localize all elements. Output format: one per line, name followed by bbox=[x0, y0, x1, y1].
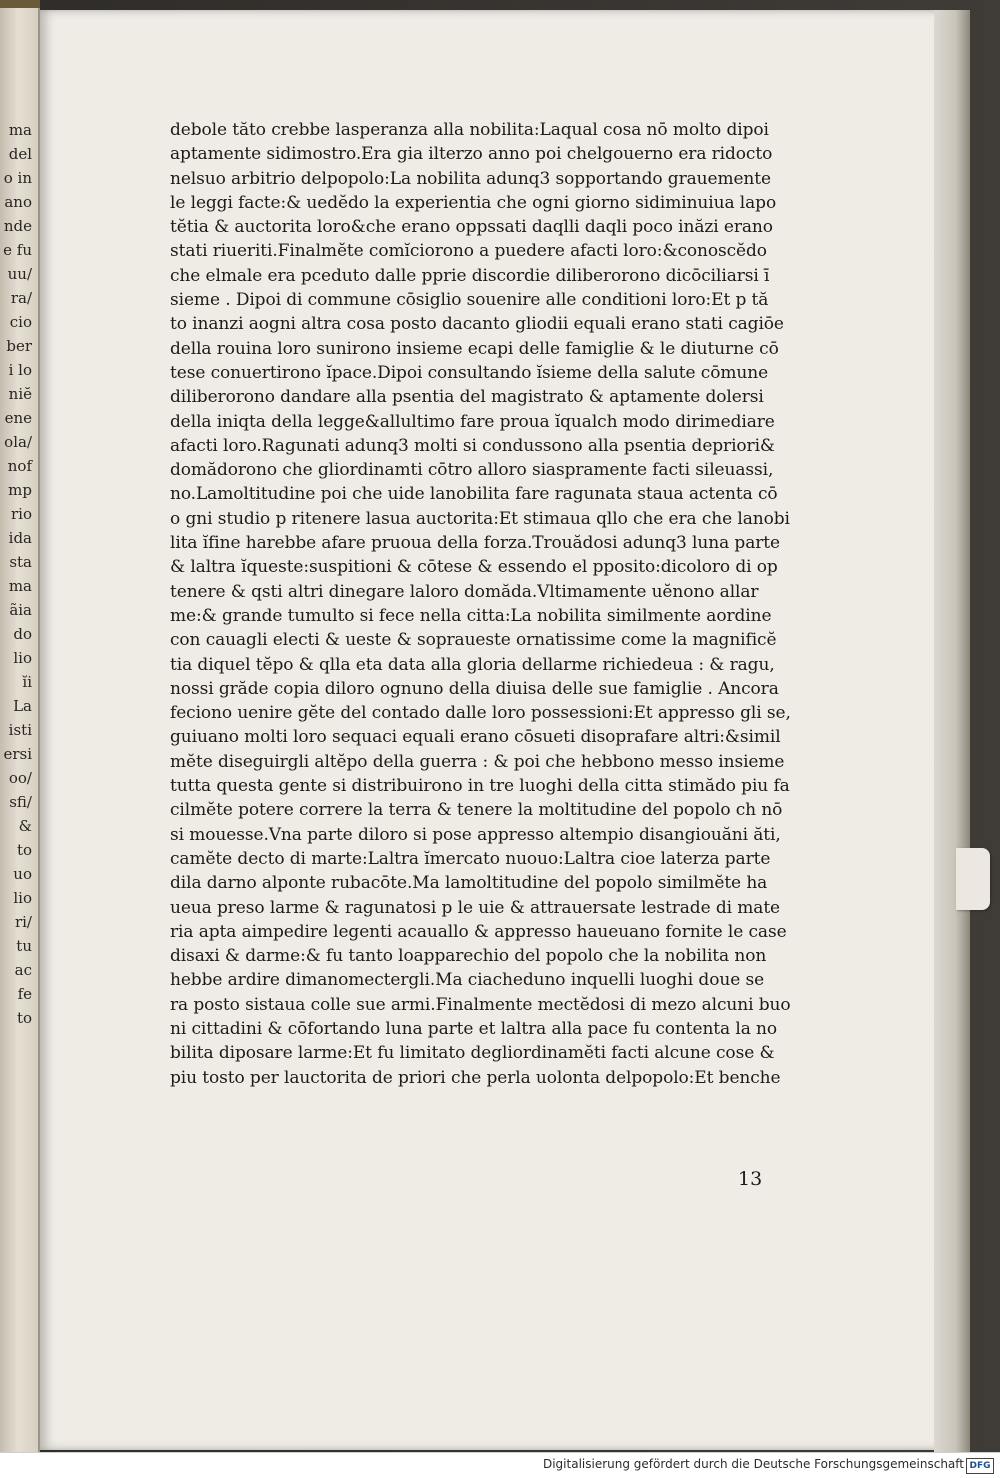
text-line: aptamente sidimostro.Era gia ilterzo anno poi chelgouerno era ridocto bbox=[170, 144, 773, 165]
text-line: stati riueriti.Finalmĕte comĭciorono a puedere afacti loro:&conoscĕdo bbox=[170, 241, 767, 262]
facing-page-fragment: ma bbox=[8, 121, 32, 139]
text-line: si mouesse.Vna parte diloro si pose appresso altempio disangiouăni ăti, bbox=[170, 824, 781, 845]
text-line: to inanzi aogni altra cosa posto dacanto gliodii equali erano stati cagiōe bbox=[170, 314, 784, 335]
facing-page-fragment: o in bbox=[3, 169, 32, 187]
facing-page-fragment: lio bbox=[13, 889, 32, 907]
text-line: domădorono che gliordinamti cōtro alloro siaspramente facti sileuassi, bbox=[170, 460, 774, 481]
facing-page-fragment: sfi/ bbox=[9, 793, 32, 811]
text-line: con cauagli electi & ueste & soprauestе ornatissime come la magnificĕ bbox=[170, 630, 777, 651]
text-line: diliberorono dandare alla psentia del magistrato & aptamente dolersi bbox=[170, 387, 764, 408]
facing-page-text-fragments bbox=[0, 118, 34, 1030]
facing-page-fragment: nof bbox=[7, 457, 32, 475]
footer-bar bbox=[0, 1452, 1000, 1478]
text-line: & laltra ĭqueste:suspitioni & cōtese & essendo el pposito:dicoloro di op bbox=[170, 557, 778, 578]
facing-page-fragment: ãia bbox=[9, 601, 32, 619]
text-line: bilita diposare larme:Et fu limitato degliordinamĕti facti alcune cose & bbox=[170, 1043, 775, 1064]
text-line: disaxi & darme:& fu tanto loapparechio del popolo che la nobilita non bbox=[170, 946, 767, 967]
text-line: tese conuertirono ĭpace.Dipoi consultando ĭsieme della salute cōmune bbox=[170, 362, 769, 383]
facing-page-fragment: niĕ bbox=[8, 385, 32, 403]
facing-page-fragment: ra/ bbox=[10, 289, 32, 307]
facing-page-fragment: tu bbox=[16, 937, 32, 955]
facing-page-fragment: fe bbox=[17, 985, 32, 1003]
text-line: afacti loro.Ragunati adunq3 molti si condussono alla psentia depriori& bbox=[170, 435, 775, 456]
text-line: no.Lamoltitudine poi che uide lanobilita fare ragunata staua actenta cō bbox=[170, 484, 778, 505]
facing-page-fragment: i lo bbox=[8, 361, 32, 379]
facing-page-fragment: uu/ bbox=[7, 265, 32, 283]
facing-page-fragment: La bbox=[13, 697, 32, 715]
facing-page-fragment: ri/ bbox=[14, 913, 32, 931]
facing-page-fragment: nde bbox=[3, 217, 32, 235]
text-line: ria apta aimpedire legenti acauallo & appresso haueuano fornite le case bbox=[170, 921, 787, 942]
facing-page-fragment: ano bbox=[4, 193, 32, 211]
facing-page-fragment: do bbox=[13, 625, 32, 643]
text-line: debole tăto crebbe lasperanza alla nobilita:Laqual cosa nō molto dipoi bbox=[170, 120, 769, 140]
facing-page-fragment: mp bbox=[8, 481, 32, 499]
text-line: guiuano molti loro sequaci equali erano cōsueti disoprafare altri:&simil bbox=[170, 727, 781, 748]
facing-page-fragment: ene bbox=[4, 409, 32, 427]
text-line: hebbe ardire dimanomectergli.Ma ciachеduno inquelli luoghi doue se bbox=[170, 970, 765, 991]
facing-page-fragment: uo bbox=[13, 865, 32, 883]
page-fore-edge bbox=[934, 10, 970, 1452]
facing-page-fragment: ola/ bbox=[4, 433, 32, 451]
facing-page-fragment: e fu bbox=[3, 241, 32, 259]
text-line: o gni studio p ritenere lasua auctorita:Et stimaua qllo che era che lanobi bbox=[170, 508, 790, 529]
page-tab-marker bbox=[956, 848, 990, 910]
text-line: dila darno alponte rubacōte.Ma lamoltitudine del popolo similmĕte ha bbox=[170, 873, 768, 894]
facing-page-fragment: ersi bbox=[3, 745, 32, 763]
text-line: nossi grăde copia diloro ognuno della diuisa delle sue famiglie . Ancora bbox=[170, 678, 779, 699]
main-text-block bbox=[170, 118, 810, 1090]
text-line: tenere & qsti altri dinegare laloro domăda.Vltimamente uĕnono allar bbox=[170, 581, 759, 602]
text-line: che elmale era pceduto dalle pprie discordie diliberorono dicōciliarsi ī bbox=[170, 265, 770, 286]
text-line: feciono uenire gĕte del contado dalle loro possessioni:Et appresso gli se, bbox=[170, 703, 791, 724]
text-line: tĕtia & auctorita loro&che erano oppssati daqlli daqli poco inăzi erano bbox=[170, 217, 773, 238]
text-line: piu tosto per lauctorita de priori che perla uolonta delpopolo:Et benche bbox=[170, 1067, 781, 1088]
text-line: le leggi facte:& uedĕdo la experientia che ogni giorno sidiminuiua lapo bbox=[170, 192, 777, 213]
facing-page-edge bbox=[0, 8, 40, 1452]
text-line: me:& grande tumulto si fece nella citta:La nobilita similmente aordine bbox=[170, 605, 772, 626]
page-number: 13 bbox=[738, 1168, 763, 1190]
facing-page-fragment: sta bbox=[9, 553, 32, 571]
facing-page-fragment: ida bbox=[8, 529, 32, 547]
facing-page-fragment: lio bbox=[13, 649, 32, 667]
text-line: lita ĭfine harebbe afare pruoua della forza.Trouădosi adunq3 luna parte bbox=[170, 533, 780, 554]
text-line: camĕte decto di marte:Laltra ĭmercato nuouo:Laltra cioe laterza parte bbox=[170, 848, 771, 869]
text-line: tutta questa gente si distribuirono in tre luoghi della citta stimădo piu fa bbox=[170, 776, 790, 797]
text-line: ni cittadini & cōfortando luna parte et laltra alla pace fu contenta la no bbox=[170, 1018, 778, 1039]
facing-page-fragment: to bbox=[16, 841, 32, 859]
text-line: della iniqta della legge&allultimo fare proua ĭqualch modo dirimediare bbox=[170, 411, 775, 432]
facing-page-fragment: del bbox=[8, 145, 32, 163]
facing-page-fragment: & bbox=[18, 817, 32, 835]
facing-page-fragment: ac bbox=[14, 961, 32, 979]
facing-page-fragment: cio bbox=[9, 313, 32, 331]
facing-page-fragment: ber bbox=[6, 337, 32, 355]
dfg-logo-icon: DFG bbox=[966, 1458, 994, 1474]
text-line: ueua preso larme & ragunatosi p le uie & attrauersate lestrade di mate bbox=[170, 897, 781, 918]
text-line: della rouina loro sunirono insieme ecapi delle famiglie & le diuturne cō bbox=[170, 338, 779, 359]
footer-credit: Digitalisierung gefördert durch die Deutsche Forschungsgemeinschaft bbox=[542, 1457, 964, 1471]
text-line: sieme . Dipoi di commune cōsiglio souenire alle conditioni loro:Et p tă bbox=[170, 290, 769, 311]
facing-page-fragment: rio bbox=[11, 505, 32, 523]
text-line: tia diquel tĕpo & qlla eta data alla gloria dellarme richiedeua : & ragu, bbox=[170, 654, 775, 675]
facing-page-fragment: oo/ bbox=[8, 769, 32, 787]
facing-page-fragment: ĭi bbox=[22, 673, 32, 691]
facing-page-fragment: isti bbox=[8, 721, 32, 739]
facing-page-fragment: ma bbox=[8, 577, 32, 595]
text-line: ra posto sistaua colle sue armi.Finalmente mectĕdosi di mezo alcuni buo bbox=[170, 994, 791, 1015]
text-line: nelsuo arbitrio delpopolo:La nobilita adunq3 sopportando grauemente bbox=[170, 168, 771, 189]
text-line: mĕte diseguirgli altĕpo della guerra : & poi che hebbono messo insieme bbox=[170, 751, 785, 772]
text-line: cilmĕte potere correre la terra & tenere la moltitudine del popolo ch nō bbox=[170, 800, 783, 821]
facing-page-fragment: to bbox=[16, 1009, 32, 1027]
